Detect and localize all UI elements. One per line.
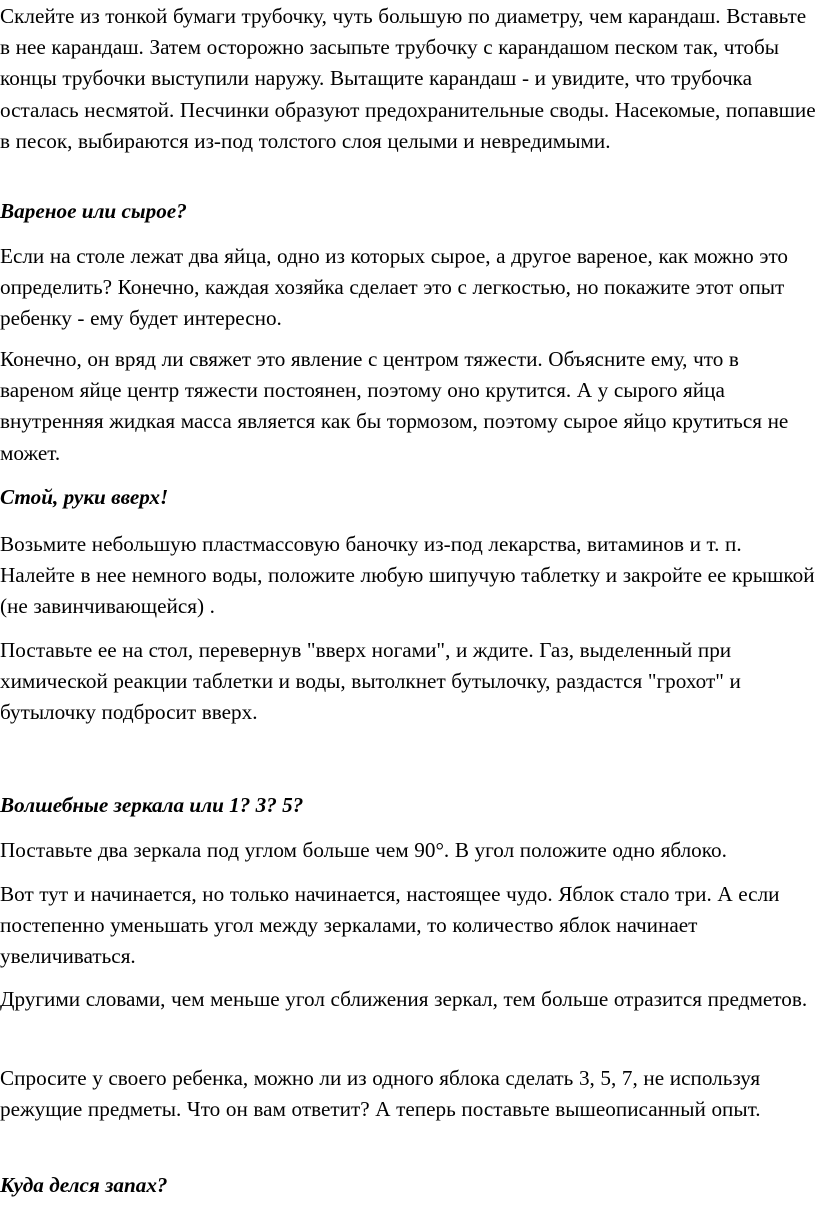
heading-boiled-or-raw: Вареное или сырое?	[0, 199, 187, 223]
paragraph-real-miracle: Вот тут и начинается, но только начинается, настоящее чудо. Яблок стало три. А если постепенно уменьшать угол между зеркалами, то количество яблок начинает увеличиваться.	[0, 882, 780, 969]
paragraph-two-mirrors: Поставьте два зеркала под углом больше чем 90°. В угол положите одно яблоко.	[0, 838, 727, 862]
heading-hands-up: Стой, руки вверх!	[0, 485, 169, 509]
paragraph-gas-reaction: Поставьте ее на стол, перевернув "вверх ногами", и ждите. Газ, выделенный при химической реакции таблетки и воды, вытолкнет бутылочку, раздастся "грохот" и бутылочку подбросит вверх.	[0, 638, 741, 725]
paragraph-two-eggs: Если на столе лежат два яйца, одно из которых сырое, а другое вареное, как можно это определить? Конечно, каждая хозяйка сделает это с легкостью, но покажите этот опыт ребенку - ему будет интересно.	[0, 244, 789, 331]
paragraph-center-of-gravity: Конечно, он вряд ли свяжет это явление с центром тяжести. Объясните ему, что в вареном яйце центр тяжести постоянен, поэтому оно крутится. А у сырого яйца внутренняя жидкая масса является как бы тормозом, поэтому сырое яйцо крутиться не может.	[0, 347, 789, 465]
paragraph-sand-tube: Склейте из тонкой бумаги трубочку, чуть большую по диаметру, чем карандаш. Вставьте в нее карандаш. Затем осторожно засыпьте трубочку с карандашом песком так, чтобы концы трубочки выступили наружу. Вытащите карандаш - и увидите, что трубочка осталась несмятой. Песчинки образуют предохранительные своды. Насекомые, попавшие в песок, выбираются из-под толстого слоя целыми и невредимыми.	[0, 4, 816, 153]
paragraph-plastic-jar: Возьмите небольшую пластмассовую баночку из-под лекарства, витаминов и т. п. Налейте в нее немного воды, положите любую шипучую таблетку и закройте ее крышкой (не завинчивающейся) .	[0, 532, 815, 619]
heading-where-smell: Куда делся запах?	[0, 1173, 168, 1197]
heading-magic-mirrors: Волшебные зеркала или 1? 3? 5?	[0, 793, 304, 817]
paragraph-ask-child: Спросите у своего ребенка, можно ли из одного яблока сделать 3, 5, 7, не используя режущие предметы. Что он вам ответит? А теперь поставьте вышеописанный опыт.	[0, 1066, 761, 1122]
paragraph-smaller-angle: Другими словами, чем меньше угол сближения зеркал, тем больше отразится предметов.	[0, 987, 808, 1011]
